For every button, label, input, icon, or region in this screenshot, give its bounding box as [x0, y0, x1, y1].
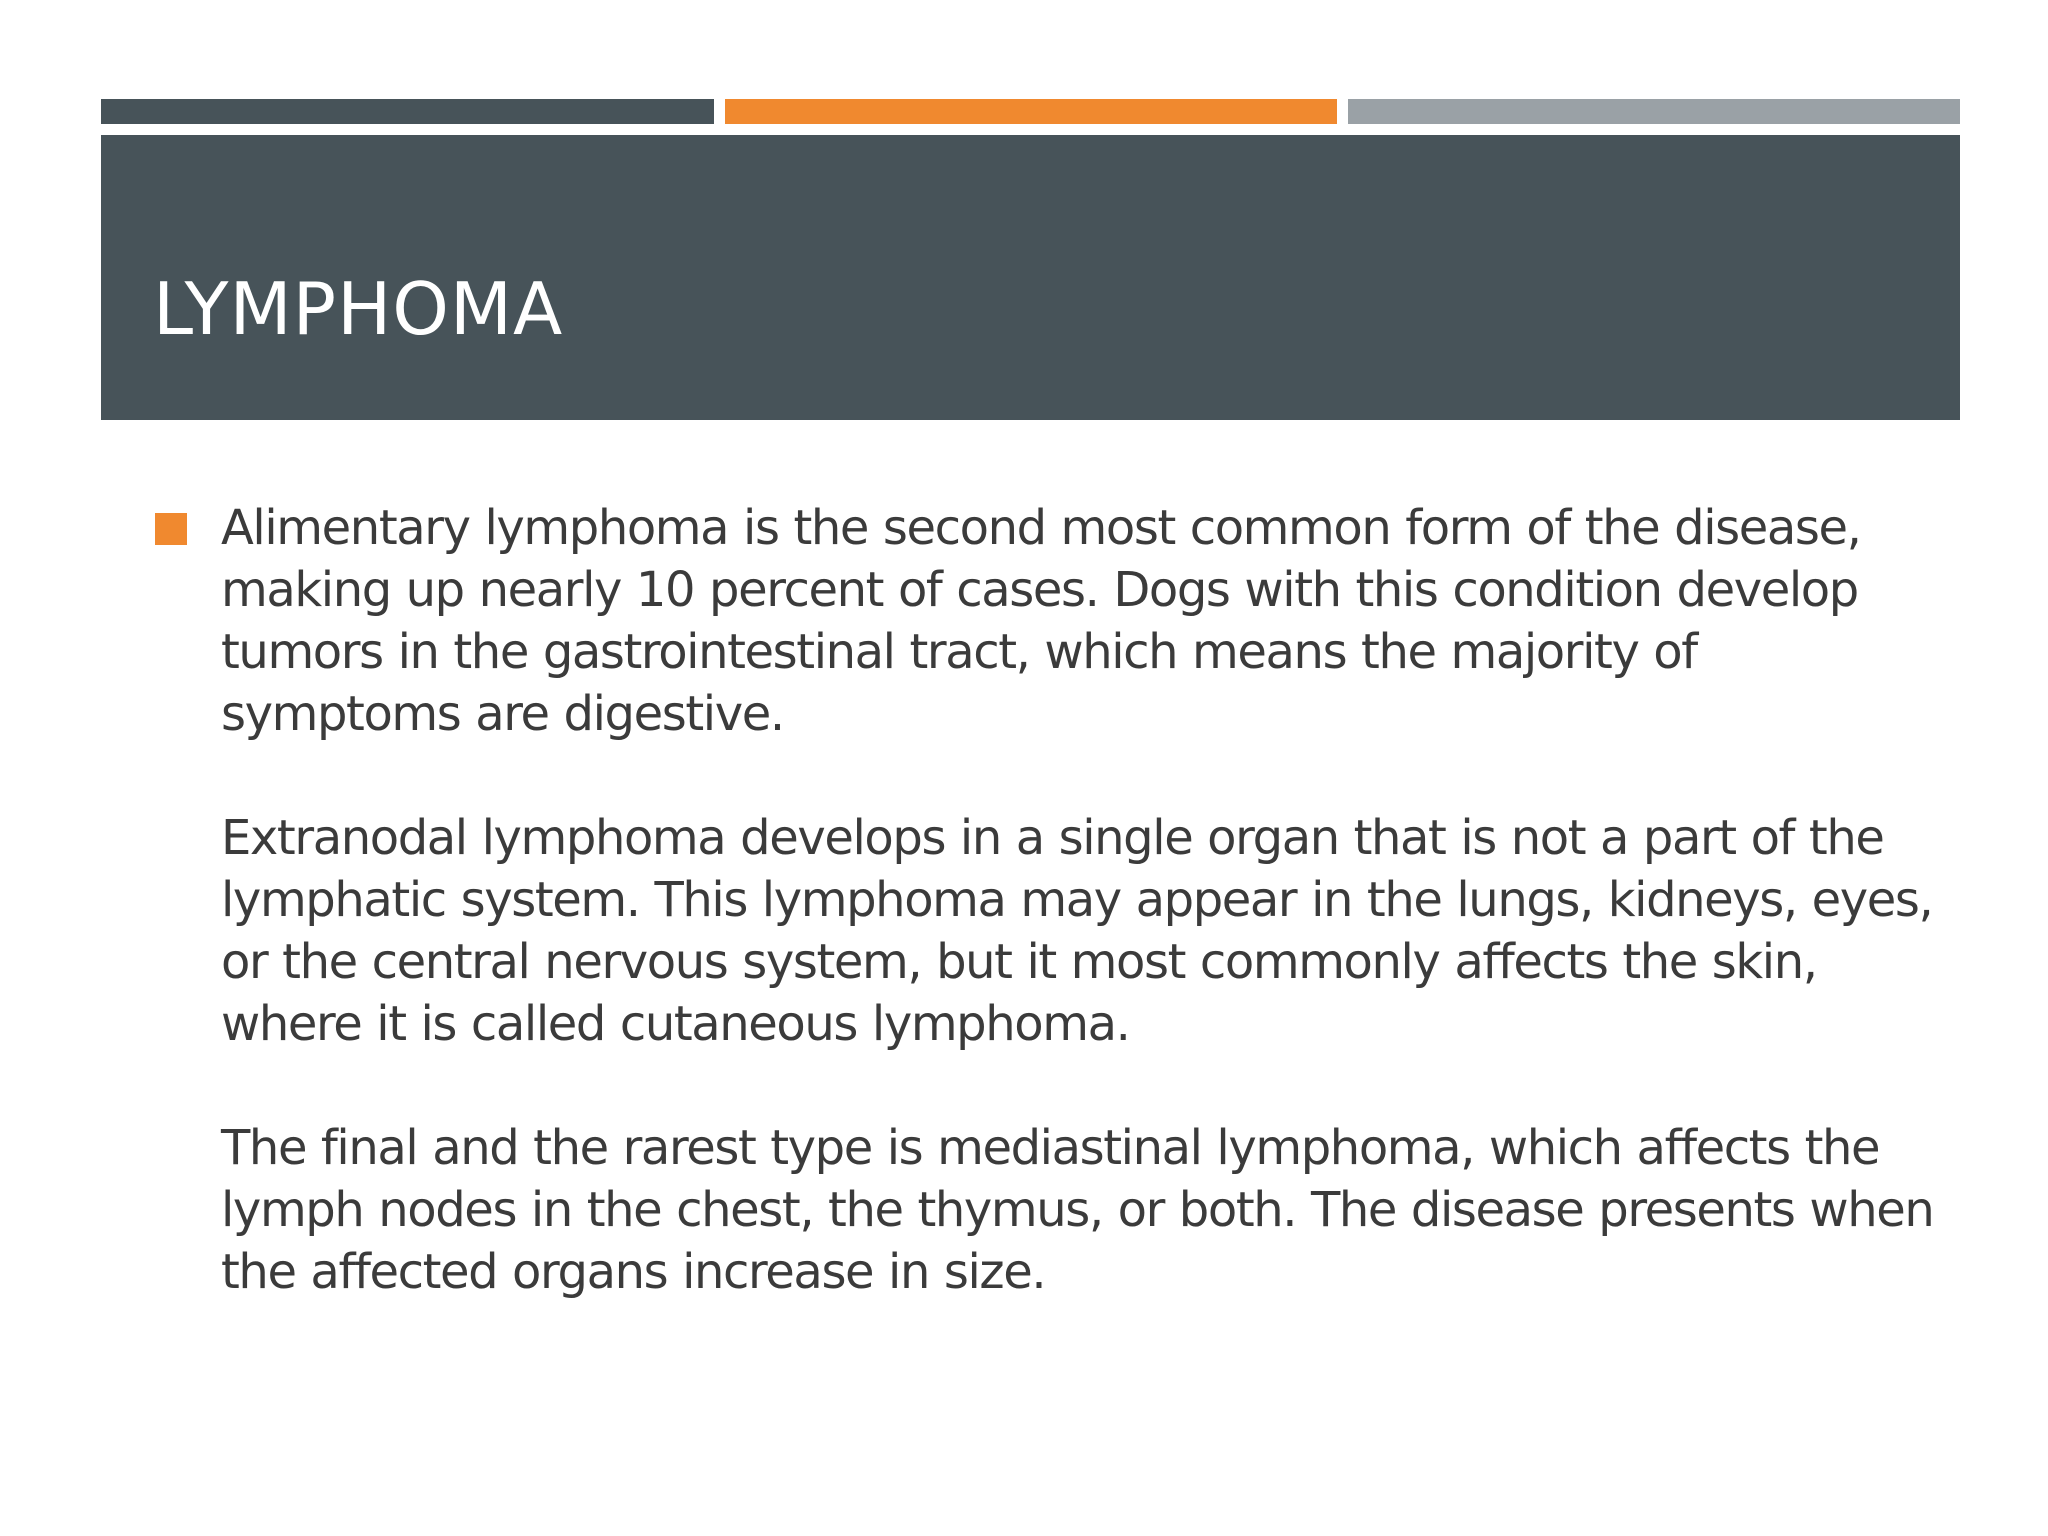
slide-title: LYMPHOMA: [153, 267, 564, 351]
square-bullet-icon: [155, 513, 187, 545]
paragraph-extranodal: Extranodal lymphoma develops in a single organ that is not a part of the lymphatic system. This lymphoma may appear in the lungs, kidneys, eyes, or the central nervous system, but it most commonly affects the skin, where it is called cutaneous lymphoma.: [221, 810, 1933, 1052]
paragraph-alimentary: Alimentary lymphoma is the second most common form of the disease, making up nearly 10 percent of cases. Dogs with this condition develop tumors in the gastrointestinal tract, which means the majority of symptoms are digestive.: [221, 500, 1861, 742]
accent-bar-orange: [725, 99, 1337, 124]
accent-bar-dark: [101, 99, 714, 124]
bullet-text: [221, 497, 1935, 1303]
accent-bar-gray: [1348, 99, 1960, 124]
title-band: [101, 135, 1960, 420]
paragraph-mediastinal: The final and the rarest type is mediastinal lymphoma, which affects the lymph nodes in the chest, the thymus, or both. The disease presents when the affected organs increase in size.: [221, 1120, 1934, 1300]
